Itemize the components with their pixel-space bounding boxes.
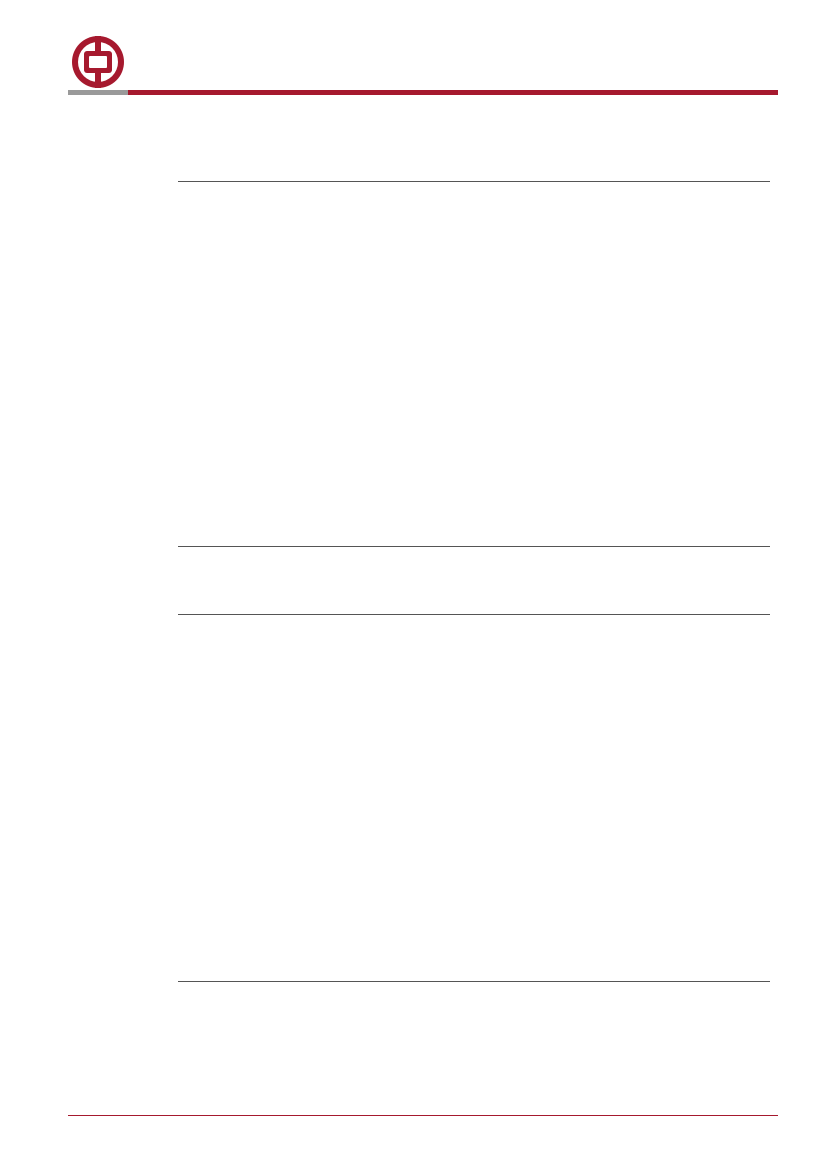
boc-logo — [70, 34, 126, 90]
chart-weekly-sector-returns — [178, 183, 770, 545]
chart-april-sector-returns — [178, 616, 770, 980]
figure2-top-rule — [178, 614, 770, 615]
figure1-bottom-rule — [178, 546, 770, 547]
header-rule-red — [128, 90, 778, 95]
figure2-bottom-rule — [178, 981, 770, 982]
footer-rule — [68, 1115, 778, 1116]
header-rule-gray — [68, 90, 128, 95]
figure1-top-rule — [178, 181, 770, 182]
